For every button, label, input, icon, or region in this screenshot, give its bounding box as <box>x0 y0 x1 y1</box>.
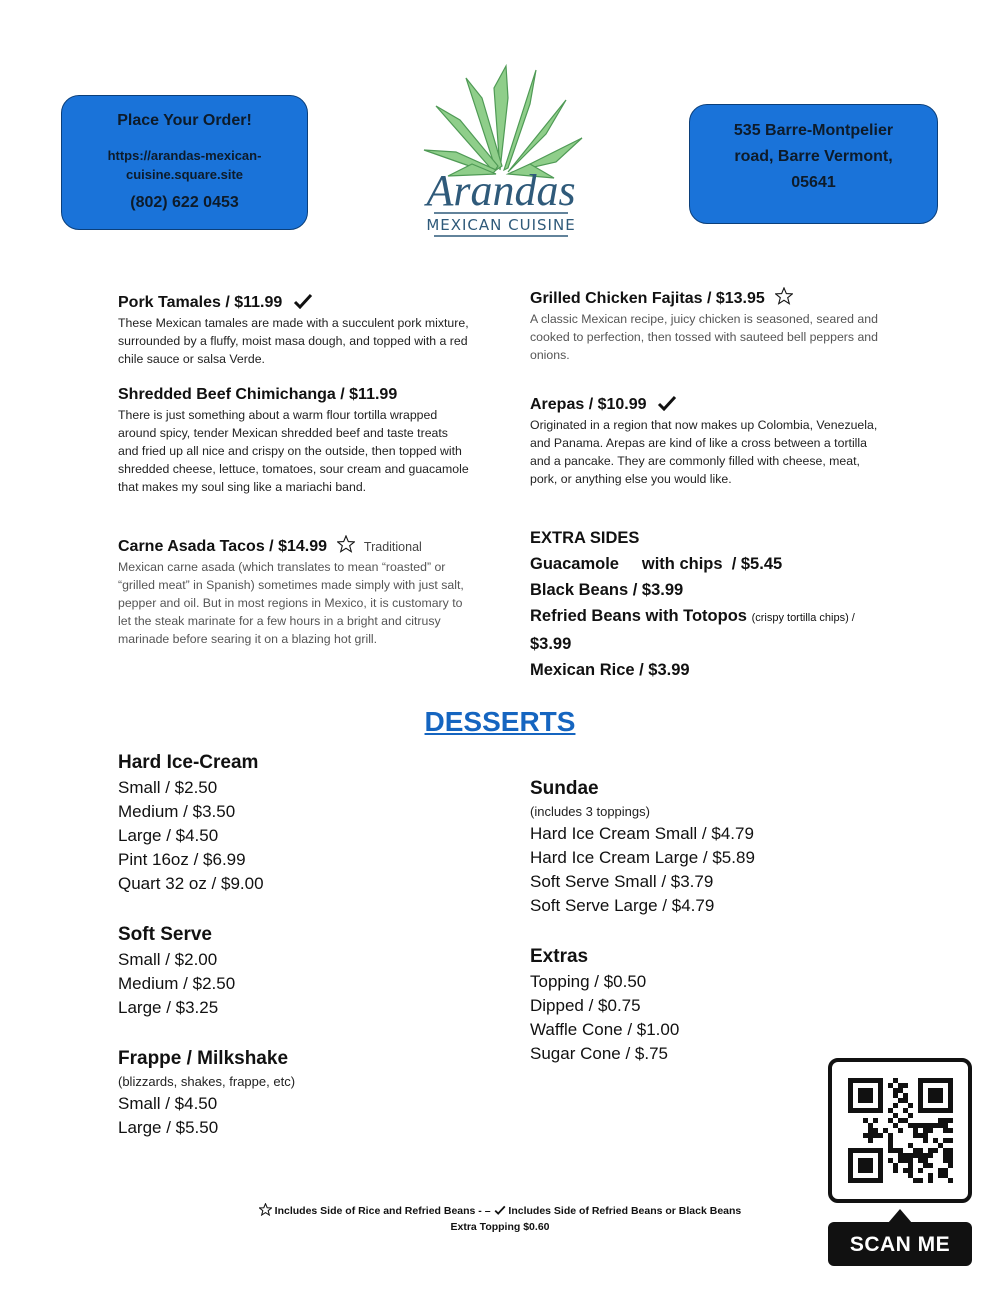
order-title: Place Your Order! <box>117 112 252 129</box>
item-title: Arepas / $10.99 <box>530 396 647 413</box>
side-refried-note: (crispy tortilla chips) / <box>751 612 855 624</box>
side-rice: Mexican Rice / $3.99 <box>530 661 690 679</box>
dessert-sundae <box>530 776 755 918</box>
dessert-line: Soft Serve Large / $4.79 <box>530 896 715 915</box>
logo-subtitle: MEXICAN CUISINE <box>426 216 576 234</box>
dessert-line: Sugar Cone / $.75 <box>530 1044 668 1063</box>
menu-item-carne-asada <box>118 535 470 648</box>
address-line-3: 05641 <box>791 174 836 191</box>
dessert-line: Small / $2.00 <box>118 950 218 969</box>
scan-me-button[interactable]: SCAN ME <box>828 1222 972 1266</box>
dessert-line: Medium / $3.50 <box>118 802 236 821</box>
dessert-line: Small / $2.50 <box>118 778 218 797</box>
item-description: A classic Mexican recipe, juicy chicken is seasoned, seared and cooked to perfection, then tossed with sauteed bell peppers and onions. <box>530 312 878 362</box>
dessert-line: Quart 32 oz / $9.00 <box>118 874 264 893</box>
dessert-line: Soft Serve Small / $3.79 <box>530 872 714 891</box>
dessert-line: Waffle Cone / $1.00 <box>530 1020 680 1039</box>
dessert-extras <box>530 944 679 1066</box>
item-title: Shredded Beef Chimichanga / $11.99 <box>118 386 398 403</box>
dessert-hard-ice-cream <box>118 750 264 896</box>
check-icon <box>494 1205 506 1215</box>
dessert-soft-serve <box>118 922 235 1020</box>
agave-logo-icon <box>396 58 606 240</box>
dessert-note: (includes 3 toppings) <box>530 804 650 819</box>
item-description: These Mexican tamales are made with a succulent pork mixture, surrounded by a fluffy, moist masa dough, and topped with a red chile sauce or salsa Verde. <box>118 316 469 366</box>
extra-sides-section <box>530 525 900 683</box>
item-aside: Traditional <box>363 540 422 554</box>
dessert-line: Large / $3.25 <box>118 998 219 1017</box>
side-refried-price: $3.99 <box>530 635 572 653</box>
qr-code-icon[interactable] <box>848 1078 953 1183</box>
dessert-line: Pint 16oz / $6.99 <box>118 850 246 869</box>
qr-code-frame[interactable] <box>828 1058 972 1203</box>
address-line-2: road, Barre Vermont, <box>734 148 893 165</box>
check-icon <box>293 293 313 309</box>
menu-item-pork-tamales <box>118 292 470 368</box>
dessert-line: Small / $4.50 <box>118 1094 218 1113</box>
order-url[interactable]: https://arandas-mexican-cuisine.square.site <box>107 148 262 182</box>
star-icon <box>259 1203 272 1216</box>
star-icon <box>337 535 355 553</box>
order-info-box <box>61 95 308 230</box>
desserts-heading: DESSERTS <box>424 706 576 737</box>
star-icon <box>775 287 793 305</box>
dessert-line: Large / $4.50 <box>118 826 219 845</box>
footer-star-text: Includes Side of Rice and Refried Beans - <box>274 1205 482 1217</box>
footer-line-1 <box>0 1203 1000 1219</box>
footer-check-text: Includes Side of Refried Beans or Black Beans <box>508 1205 742 1217</box>
dessert-title: Sundae <box>530 778 599 799</box>
dessert-title: Frappe / Milkshake <box>118 1048 289 1069</box>
menu-item-chimichanga <box>118 384 470 496</box>
dessert-title: Hard Ice-Cream <box>118 752 259 773</box>
item-title: Grilled Chicken Fajitas / $13.95 <box>530 290 765 307</box>
footer-legend <box>0 1203 1000 1235</box>
dessert-title: Soft Serve <box>118 924 212 945</box>
address-box <box>689 104 938 224</box>
order-phone[interactable]: (802) 622 0453 <box>130 194 239 211</box>
side-refried-beans: Refried Beans with Totopos (crispy tortilla chips) / <box>530 607 855 625</box>
item-title: Pork Tamales / $11.99 <box>118 294 283 311</box>
side-black-beans: Black Beans / $3.99 <box>530 581 684 599</box>
item-title: Carne Asada Tacos / $14.99 <box>118 538 327 555</box>
extra-sides-title: EXTRA SIDES <box>530 529 640 547</box>
check-icon <box>657 395 677 411</box>
menu-item-chicken-fajitas <box>530 287 882 364</box>
address-line-1: 535 Barre-Montpelier <box>733 122 894 139</box>
dessert-line: Dipped / $0.75 <box>530 996 641 1015</box>
item-description: Originated in a region that now makes up Colombia, Venezuela, and Panama. Arepas are kind of like a cross between a tortilla and a pancake. They are commonly filled with cheese, meat, pork, or anything else you would like. <box>530 418 878 486</box>
dessert-note: (blizzards, shakes, frappe, etc) <box>118 1074 296 1089</box>
footer-dash: – <box>484 1205 491 1217</box>
item-description: Mexican carne asada (which translates to mean “roasted” or “grilled meat” in Spanish) sometimes made simply with just salt, pepper and oil. But in most regions in Mexico, it is customary to let the steak marinate for a few hours in a bright and citrusy marinade before searing it on a blazing hot grill. <box>118 560 464 646</box>
logo-name: Arandas <box>426 166 576 215</box>
dessert-line: Topping / $0.50 <box>530 972 647 991</box>
menu-item-arepas <box>530 394 882 488</box>
footer-line-2: Extra Topping $0.60 <box>450 1221 550 1233</box>
dessert-line: Large / $5.50 <box>118 1118 219 1137</box>
item-description: There is just something about a warm flour tortilla wrapped around spicy, tender Mexican shredded beef and taste treats and fried up all nice and crispy on the outside, then topped with shredded cheese, lettuce, tomatoes, sour cream and guacamole that makes my soul sing like a mariachi band. <box>118 408 469 494</box>
side-guacamole: Guacamole with chips / $5.45 <box>530 555 783 573</box>
dessert-title: Extras <box>530 946 589 967</box>
dessert-line: Hard Ice Cream Small / $4.79 <box>530 824 754 843</box>
dessert-line: Medium / $2.50 <box>118 974 236 993</box>
dessert-frappe <box>118 1046 295 1140</box>
dessert-line: Hard Ice Cream Large / $5.89 <box>530 848 755 867</box>
arandas-logo <box>396 58 606 240</box>
